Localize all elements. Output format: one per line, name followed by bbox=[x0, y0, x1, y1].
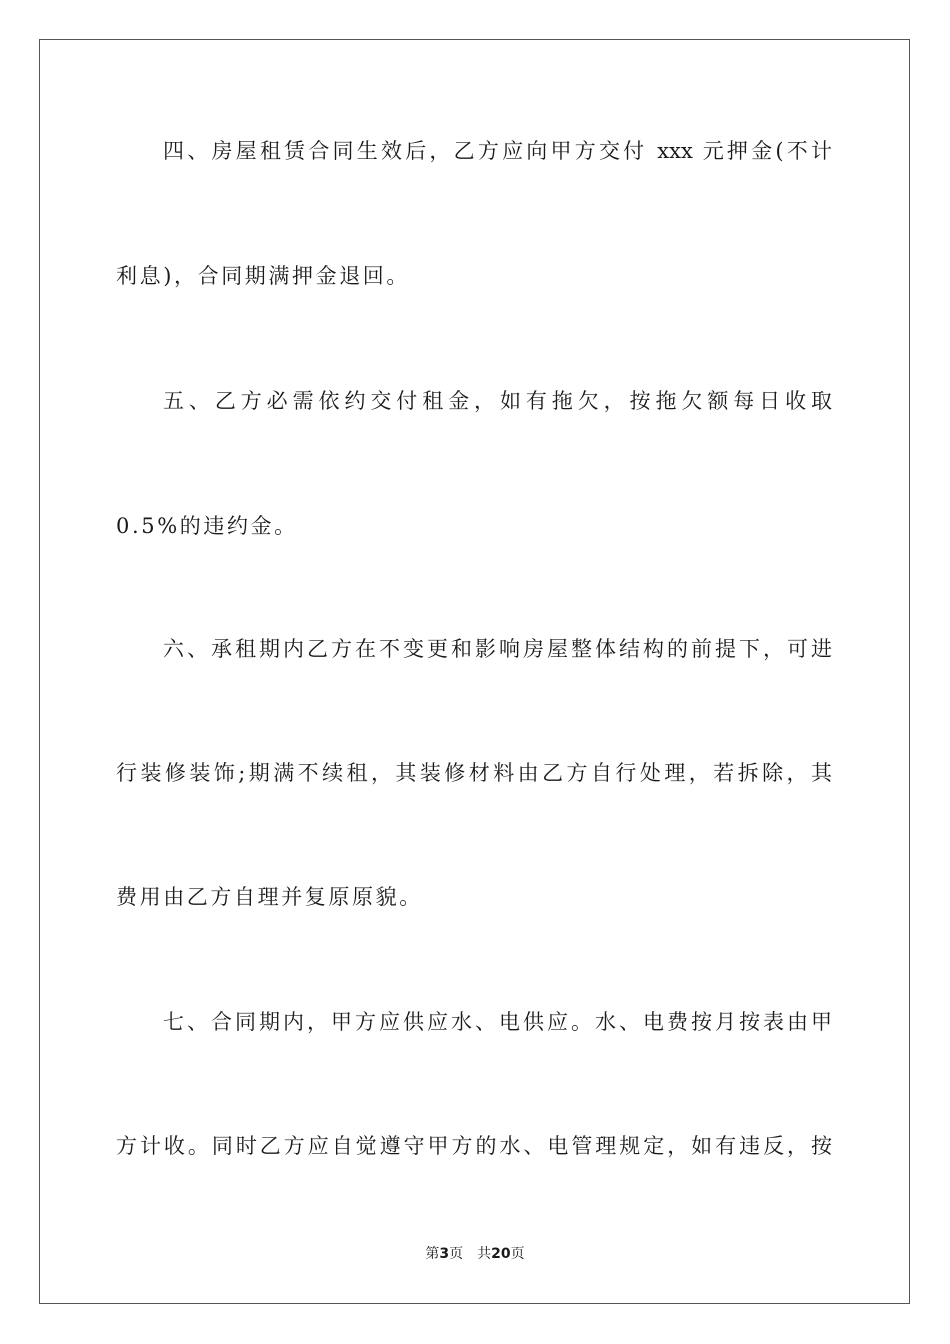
clause-5-line-2: 0.5%的违约金。 bbox=[116, 514, 298, 538]
page-prefix: 第 bbox=[425, 1246, 440, 1262]
total-suffix: 页 bbox=[510, 1246, 525, 1262]
clause-4-line-2: 利息)，合同期满押金退回。 bbox=[116, 264, 410, 288]
clause-7-line-1: 七、合同期内，甲方应供应水、电供应。水、电费按月按表由甲 bbox=[163, 1010, 832, 1034]
page-number: 3 bbox=[439, 1246, 450, 1262]
page-suffix: 页 bbox=[449, 1246, 464, 1262]
page-footer bbox=[0, 1244, 950, 1264]
clause-5-line-1: 五、乙方必需依约交付租金，如有拖欠，按拖欠额每日收取 bbox=[163, 389, 832, 413]
total-prefix: 共 bbox=[477, 1246, 492, 1262]
clause-7-line-2: 方计收。同时乙方应自觉遵守甲方的水、电管理规定，如有违反，按 bbox=[116, 1134, 832, 1158]
clause-6-line-3: 费用由乙方自理并复原原貌。 bbox=[116, 885, 423, 909]
page-border bbox=[39, 39, 910, 1304]
clause-4-line-1: 四、房屋租赁合同生效后，乙方应向甲方交付 xxx 元押金(不计 bbox=[163, 139, 832, 163]
clause-6-line-1: 六、承租期内乙方在不变更和影响房屋整体结构的前提下，可进 bbox=[163, 637, 832, 661]
clause-6-line-2: 行装修装饰;期满不续租，其装修材料由乙方自行处理，若拆除，其 bbox=[116, 761, 832, 785]
total-pages: 20 bbox=[491, 1246, 511, 1262]
